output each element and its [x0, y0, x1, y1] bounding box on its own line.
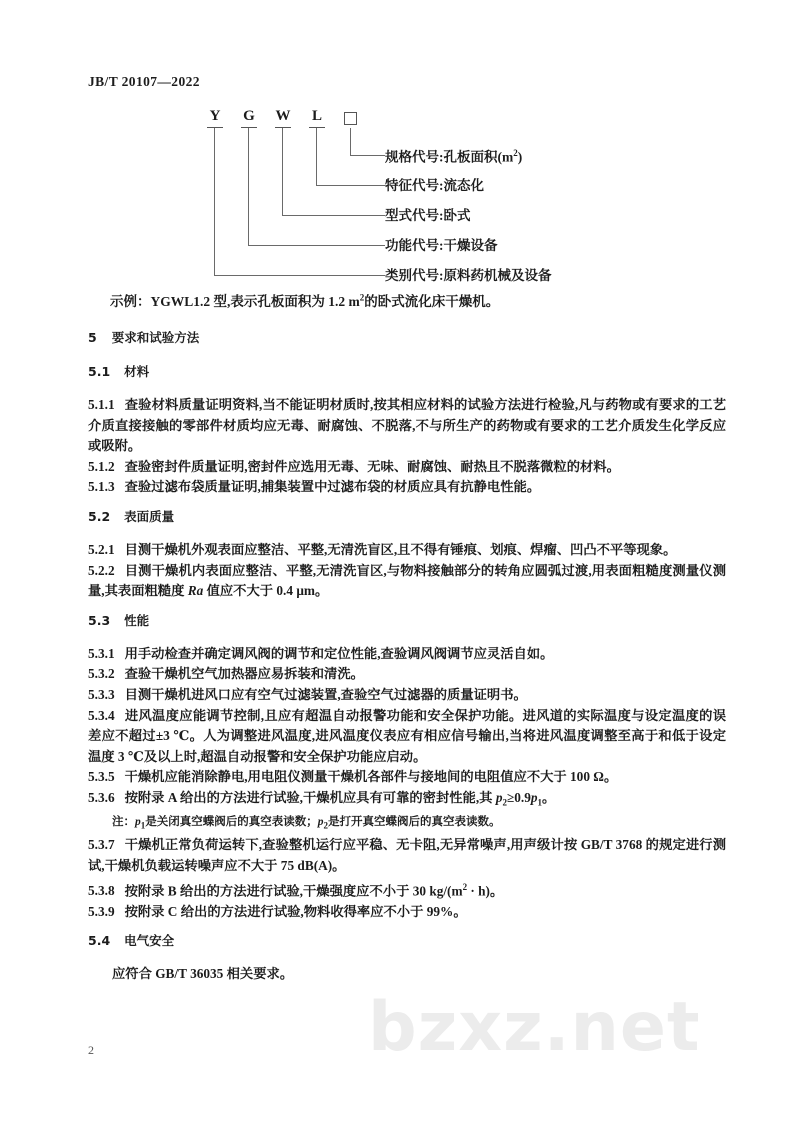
paragraph-5-3-3: 5.3.3 目测干燥机进风口应有空气过滤装置,查验空气过滤器的质量证明书。 — [88, 686, 527, 702]
paragraph-5-1-2: 5.1.2 查验密封件质量证明,密封件应选用无毒、无味、耐腐蚀、耐热且不脱落微粒的材料。 — [88, 458, 620, 474]
paragraph-5-3-4: 5.3.4 进风温度应能调节控制,且应有超温自动报警功能和安全保护功能。进风道的实际温度与设定温度的误差应不超过±3 ℃。人为调整进风温度,进风温度仪表应有相应信号输出,当将进风温度调整至高于和低于设定温度 3 ℃及以上时,超温自动报警和安全保护功能应启动。 — [88, 707, 726, 764]
paragraph-5-3-6: 5.3.6 按附录 A 给出的方法进行试验,干燥机应具有可靠的密封性能,其 $p_2\ge 0.9p_1$。 — [88, 789, 556, 808]
lead-line-category — [214, 128, 385, 276]
code-letter-category: Y — [209, 108, 221, 124]
paragraph-5-4-body: 应符合 GB/T 36035 相关要求。 — [112, 966, 294, 982]
model-designation-diagram — [88, 108, 728, 286]
paragraph-5-1-1: 5.1.1 查验材料质量证明资料,当不能证明材质时,按其相应材料的试验方法进行检验,凡与药物或有要求的工艺介质直接接触的零部件材质均应无毒、耐腐蚀、不脱落,不与所生产的药物或有要求的工艺介质发生化学反应或吸附。 — [88, 397, 726, 454]
heading-5: 5 要求和试验方法 — [88, 330, 200, 345]
watermark: bzxz.net — [368, 988, 701, 1067]
example-note: 示例：YGWL1.2 型,表示孔板面积为 1.2 $m^2$的卧式流化床干燥机。 — [110, 292, 500, 309]
paragraph-5-3-7: 5.3.7 干燥机正常负荷运转下,查验整机运行应平稳、无卡阻,无异常噪声,用声级计按 GB/T 3768 的规定进行测试,干燥机负载运转噪声应不大于 75 dB(A)。 — [88, 837, 726, 874]
diagram-label-feature: 特征代号:流态化 — [385, 178, 484, 193]
paragraph-5-3-1: 5.3.1 用手动检查并确定调风阀的调节和定位性能,查验调风阀调节应灵活自如。 — [88, 645, 554, 661]
diagram-label-spec: 规格代号:孔板面积$(m^2)$ — [385, 148, 523, 165]
running-head: JB/T 20107—2022 — [88, 74, 200, 89]
paragraph-5-2-2: 5.2.2 目测干燥机内表面应整洁、平整,无清洗盲区,与物料接触部分的转角应圆弧过渡,用表面粗糙度测量仪测量,其表面粗糙度 Ra 值应不大于 0.4 μm。 — [88, 562, 726, 599]
diagram-label-type: 型式代号:卧式 — [385, 208, 471, 223]
paragraph-5-1-3: 5.1.3 查验过滤布袋质量证明,捕集装置中过滤布袋的材质应具有抗静电性能。 — [88, 479, 541, 495]
heading-5-1: 5.1 材料 — [88, 364, 150, 379]
document-body — [88, 330, 726, 985]
paragraph-5-3-2: 5.3.2 查验干燥机空气加热器应易拆装和清洗。 — [88, 666, 364, 682]
page-number: 2 — [88, 1043, 94, 1057]
paragraph-5-2-1: 5.2.1 目测干燥机外观表面应整洁、平整,无清洗盲区,且不得有锤痕、划痕、焊瘤、凹凸不平等现象。 — [88, 541, 677, 557]
diagram-label-category: 类别代号:原料药机械及设备 — [385, 268, 552, 283]
heading-5-3: 5.3 性能 — [88, 612, 150, 628]
diagram-label-function: 功能代号:干燥设备 — [385, 238, 498, 253]
heading-5-2: 5.2 表面质量 — [88, 508, 175, 524]
paragraph-5-3-8: 5.3.8 按附录 B 给出的方法进行试验,干燥强度应不小于 30 $kg/(m^2 \cdot h)$。 — [88, 881, 504, 899]
paragraph-5-3-5: 5.3.5 干燥机应能消除静电,用电阻仪测量干燥机各部件与接地间的电阻值应不大于 100 Ω。 — [88, 769, 618, 785]
paragraph-5-3-9: 5.3.9 按附录 C 给出的方法进行试验,物料收得率应不小于 99%。 — [88, 903, 467, 919]
code-letter-function: G — [243, 108, 255, 124]
code-letter-feature: L — [311, 108, 322, 124]
code-letter-type: W — [275, 108, 291, 124]
note-5-3-6: 注：$p_1$是关闭真空蝶阀后的真空表读数；$p_2$是打开真空蝶阀后的真空表读数。 — [112, 816, 501, 831]
code-box-spec-placeholder — [344, 112, 357, 125]
heading-5-4: 5.4 电气安全 — [88, 933, 175, 949]
